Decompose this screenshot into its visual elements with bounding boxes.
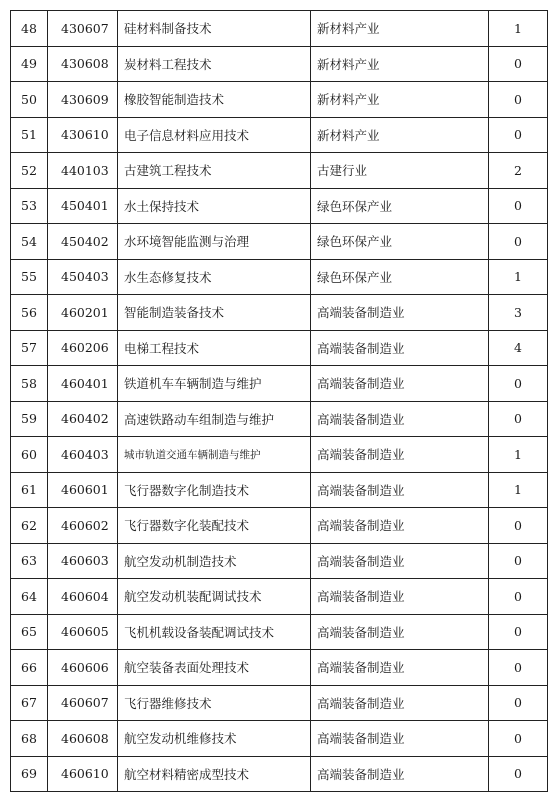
table-row xyxy=(11,366,548,402)
table-row xyxy=(11,11,548,47)
count-value: 0 xyxy=(489,579,548,615)
industry-name: 高端装备制造业 xyxy=(311,366,489,402)
major-code: 460602 xyxy=(48,508,118,544)
count-value: 1 xyxy=(489,472,548,508)
major-name: 硅材料制备技术 xyxy=(118,11,311,47)
row-number: 48 xyxy=(11,11,48,47)
industry-name: 古建行业 xyxy=(311,153,489,189)
row-number: 67 xyxy=(11,685,48,721)
table-row xyxy=(11,82,548,118)
table-row xyxy=(11,721,548,757)
major-code: 460610 xyxy=(48,756,118,792)
count-value: 2 xyxy=(489,153,548,189)
major-name: 城市轨道交通车辆制造与维护 xyxy=(118,437,311,473)
major-name: 电子信息材料应用技术 xyxy=(118,117,311,153)
industry-name: 高端装备制造业 xyxy=(311,330,489,366)
count-value: 3 xyxy=(489,295,548,331)
table-row xyxy=(11,224,548,260)
row-number: 56 xyxy=(11,295,48,331)
major-code: 460605 xyxy=(48,614,118,650)
table-row xyxy=(11,295,548,331)
row-number: 66 xyxy=(11,650,48,686)
major-name: 电梯工程技术 xyxy=(118,330,311,366)
table-row xyxy=(11,437,548,473)
count-value: 0 xyxy=(489,188,548,224)
major-code: 460206 xyxy=(48,330,118,366)
industry-name: 新材料产业 xyxy=(311,11,489,47)
row-number: 51 xyxy=(11,117,48,153)
row-number: 61 xyxy=(11,472,48,508)
table-body xyxy=(11,11,548,792)
count-value: 0 xyxy=(489,650,548,686)
major-code: 450401 xyxy=(48,188,118,224)
major-name: 炭材料工程技术 xyxy=(118,46,311,82)
industry-name: 绿色环保产业 xyxy=(311,188,489,224)
major-name: 航空材料精密成型技术 xyxy=(118,756,311,792)
major-name: 飞机机载设备装配调试技术 xyxy=(118,614,311,650)
major-name: 航空发动机制造技术 xyxy=(118,543,311,579)
table-row xyxy=(11,543,548,579)
row-number: 65 xyxy=(11,614,48,650)
row-number: 55 xyxy=(11,259,48,295)
table-row xyxy=(11,188,548,224)
row-number: 50 xyxy=(11,82,48,118)
industry-name: 高端装备制造业 xyxy=(311,756,489,792)
major-name: 水土保持技术 xyxy=(118,188,311,224)
table-row xyxy=(11,117,548,153)
table-row xyxy=(11,46,548,82)
row-number: 68 xyxy=(11,721,48,757)
count-value: 0 xyxy=(489,685,548,721)
industry-name: 高端装备制造业 xyxy=(311,437,489,473)
major-name: 水生态修复技术 xyxy=(118,259,311,295)
industry-name: 高端装备制造业 xyxy=(311,650,489,686)
table-row xyxy=(11,650,548,686)
table-row xyxy=(11,508,548,544)
row-number: 69 xyxy=(11,756,48,792)
major-name: 智能制造装备技术 xyxy=(118,295,311,331)
row-number: 54 xyxy=(11,224,48,260)
industry-name: 绿色环保产业 xyxy=(311,259,489,295)
row-number: 62 xyxy=(11,508,48,544)
major-name: 飞行器数字化装配技术 xyxy=(118,508,311,544)
industry-name: 高端装备制造业 xyxy=(311,579,489,615)
count-value: 0 xyxy=(489,224,548,260)
count-value: 4 xyxy=(489,330,548,366)
major-industry-table xyxy=(10,10,548,792)
major-code: 430609 xyxy=(48,82,118,118)
major-code: 460201 xyxy=(48,295,118,331)
major-code: 460604 xyxy=(48,579,118,615)
table-row xyxy=(11,330,548,366)
count-value: 0 xyxy=(489,82,548,118)
industry-name: 新材料产业 xyxy=(311,117,489,153)
count-value: 1 xyxy=(489,11,548,47)
major-code: 460402 xyxy=(48,401,118,437)
count-value: 0 xyxy=(489,543,548,579)
count-value: 0 xyxy=(489,366,548,402)
major-code: 460606 xyxy=(48,650,118,686)
major-name: 飞行器维修技术 xyxy=(118,685,311,721)
major-name: 水环境智能监测与治理 xyxy=(118,224,311,260)
major-name: 古建筑工程技术 xyxy=(118,153,311,189)
table-row xyxy=(11,401,548,437)
major-code: 450402 xyxy=(48,224,118,260)
major-code: 460403 xyxy=(48,437,118,473)
major-name: 橡胶智能制造技术 xyxy=(118,82,311,118)
industry-name: 高端装备制造业 xyxy=(311,721,489,757)
row-number: 64 xyxy=(11,579,48,615)
major-code: 460601 xyxy=(48,472,118,508)
table-row xyxy=(11,614,548,650)
industry-name: 新材料产业 xyxy=(311,82,489,118)
count-value: 0 xyxy=(489,756,548,792)
major-name: 航空发动机维修技术 xyxy=(118,721,311,757)
industry-name: 高端装备制造业 xyxy=(311,295,489,331)
table-row xyxy=(11,756,548,792)
major-code: 430610 xyxy=(48,117,118,153)
major-name: 铁道机车车辆制造与维护 xyxy=(118,366,311,402)
major-code: 460603 xyxy=(48,543,118,579)
count-value: 0 xyxy=(489,614,548,650)
industry-name: 高端装备制造业 xyxy=(311,614,489,650)
row-number: 57 xyxy=(11,330,48,366)
table-row xyxy=(11,685,548,721)
major-code: 460401 xyxy=(48,366,118,402)
industry-name: 高端装备制造业 xyxy=(311,401,489,437)
count-value: 1 xyxy=(489,259,548,295)
industry-name: 新材料产业 xyxy=(311,46,489,82)
major-name: 航空装备表面处理技术 xyxy=(118,650,311,686)
row-number: 49 xyxy=(11,46,48,82)
row-number: 60 xyxy=(11,437,48,473)
industry-name: 高端装备制造业 xyxy=(311,543,489,579)
row-number: 58 xyxy=(11,366,48,402)
table-row xyxy=(11,153,548,189)
major-name: 高速铁路动车组制造与维护 xyxy=(118,401,311,437)
table-row xyxy=(11,259,548,295)
row-number: 52 xyxy=(11,153,48,189)
row-number: 59 xyxy=(11,401,48,437)
count-value: 0 xyxy=(489,117,548,153)
table-row xyxy=(11,579,548,615)
row-number: 53 xyxy=(11,188,48,224)
major-code: 430608 xyxy=(48,46,118,82)
major-name: 飞行器数字化制造技术 xyxy=(118,472,311,508)
major-code: 450403 xyxy=(48,259,118,295)
major-code: 430607 xyxy=(48,11,118,47)
major-name: 航空发动机装配调试技术 xyxy=(118,579,311,615)
industry-name: 高端装备制造业 xyxy=(311,685,489,721)
industry-name: 绿色环保产业 xyxy=(311,224,489,260)
count-value: 0 xyxy=(489,401,548,437)
major-code: 460607 xyxy=(48,685,118,721)
major-code: 440103 xyxy=(48,153,118,189)
count-value: 0 xyxy=(489,721,548,757)
industry-name: 高端装备制造业 xyxy=(311,472,489,508)
count-value: 1 xyxy=(489,437,548,473)
count-value: 0 xyxy=(489,46,548,82)
table-row xyxy=(11,472,548,508)
major-code: 460608 xyxy=(48,721,118,757)
industry-name: 高端装备制造业 xyxy=(311,508,489,544)
row-number: 63 xyxy=(11,543,48,579)
count-value: 0 xyxy=(489,508,548,544)
